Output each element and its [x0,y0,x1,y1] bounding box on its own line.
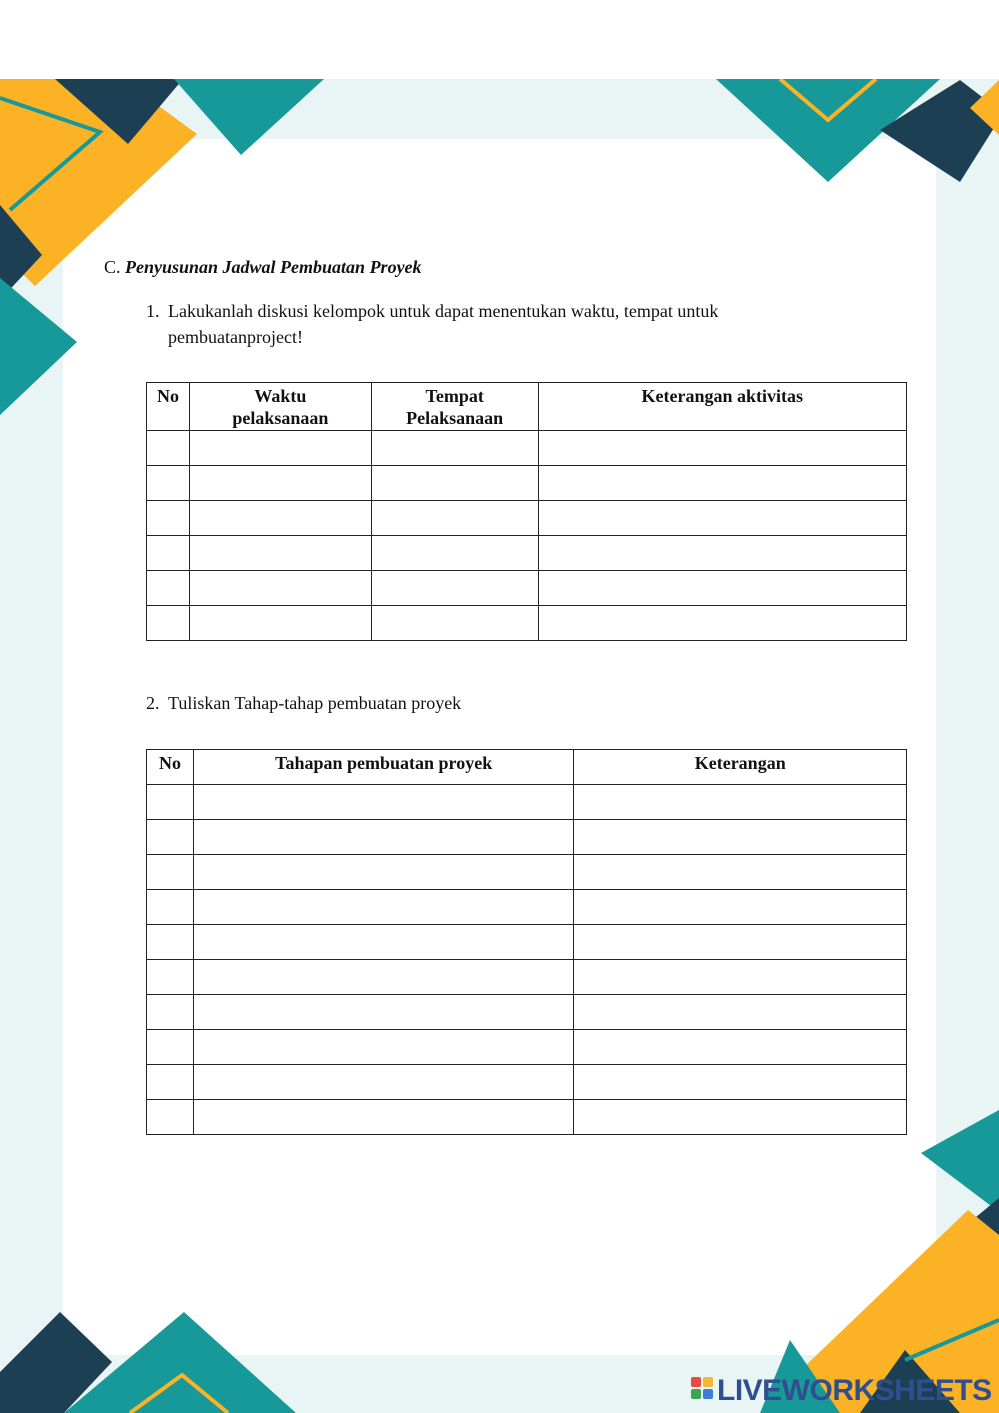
stages-table-row [147,890,907,925]
schedule-table-cell-tempat[interactable] [371,501,538,536]
stages-table-cell-keterangan[interactable] [574,1030,907,1065]
stages-table-cell-no[interactable] [147,1100,194,1135]
stages-table-row [147,1065,907,1100]
schedule-table-cell-no[interactable] [147,466,190,501]
header-tahapan: Tahapan pembuatan proyek [193,750,573,785]
stages-table-cell-keterangan[interactable] [574,820,907,855]
stages-table-cell-no[interactable] [147,1030,194,1065]
stages-table-row [147,1100,907,1135]
question-1-text [168,298,808,350]
schedule-table-cell-tempat[interactable] [371,571,538,606]
stages-table-cell-tahapan[interactable] [193,960,573,995]
question-1-line-1: Lakukanlah diskusi kelompok untuk dapat menentukan waktu, tempat untuk [168,301,719,321]
schedule-table-cell-tempat[interactable] [371,466,538,501]
stages-table-cell-no[interactable] [147,820,194,855]
schedule-table-cell-tempat[interactable] [371,431,538,466]
schedule-table-row [147,606,907,641]
stages-table-body [147,785,907,1135]
schedule-table [146,382,907,641]
stages-table-row [147,820,907,855]
header-no: No [147,383,190,431]
stages-table-cell-keterangan[interactable] [574,855,907,890]
header-tempat-line-2: Pelaksanaan [406,408,504,428]
header-tempat-line-1: Tempat [425,386,484,406]
header-keterangan: Keterangan [574,750,907,785]
stages-table-row [147,995,907,1030]
stages-table-row [147,785,907,820]
stages-table-cell-no[interactable] [147,785,194,820]
schedule-table-cell-no[interactable] [147,501,190,536]
stages-table-cell-keterangan[interactable] [574,995,907,1030]
stages-table-cell-tahapan[interactable] [193,1030,573,1065]
schedule-table-cell-waktu[interactable] [189,501,371,536]
stages-table-cell-tahapan[interactable] [193,890,573,925]
stages-table-cell-tahapan[interactable] [193,855,573,890]
stages-table-cell-keterangan[interactable] [574,960,907,995]
header-waktu-line-1: Waktu [254,386,307,406]
schedule-table-cell-keterangan[interactable] [538,571,906,606]
schedule-table-row [147,431,907,466]
section-title: Penyusunan Jadwal Pembuatan Proyek [125,257,422,277]
schedule-table-cell-tempat[interactable] [371,536,538,571]
question-1-line-2: pembuatanproject! [168,327,303,347]
schedule-table-cell-waktu[interactable] [189,431,371,466]
header-waktu [189,383,371,431]
stages-table-cell-tahapan[interactable] [193,820,573,855]
stages-table-cell-keterangan[interactable] [574,1100,907,1135]
stages-table-row [147,925,907,960]
schedule-table-row [147,501,907,536]
section-heading [104,257,422,278]
header-no: No [147,750,194,785]
stages-table-cell-no[interactable] [147,925,194,960]
schedule-table-cell-keterangan[interactable] [538,606,906,641]
stages-table-cell-tahapan[interactable] [193,925,573,960]
question-1-number: 1. [146,301,160,321]
stages-table [146,749,907,1135]
watermark-text: LIVEWORKSHEETS [717,1374,992,1407]
liveworksheets-logo-icon [691,1377,713,1399]
stages-table-cell-tahapan[interactable] [193,785,573,820]
section-letter: C. [104,257,121,277]
schedule-table-body [147,431,907,641]
schedule-table-cell-waktu[interactable] [189,571,371,606]
stages-table-cell-keterangan[interactable] [574,925,907,960]
schedule-table-row [147,571,907,606]
schedule-table-cell-waktu[interactable] [189,466,371,501]
stages-table-cell-no[interactable] [147,960,194,995]
question-2-text: Tuliskan Tahap-tahap pembuatan proyek [168,693,462,713]
liveworksheets-watermark [691,1374,992,1407]
schedule-table-row [147,466,907,501]
stages-table-cell-tahapan[interactable] [193,1065,573,1100]
header-keterangan-aktivitas: Keterangan aktivitas [538,383,906,431]
schedule-table-cell-keterangan[interactable] [538,501,906,536]
schedule-table-cell-keterangan[interactable] [538,536,906,571]
stages-table-header-row [147,750,907,785]
schedule-table-cell-waktu[interactable] [189,536,371,571]
stages-table-cell-keterangan[interactable] [574,785,907,820]
stages-table-cell-keterangan[interactable] [574,890,907,925]
stages-table-row [147,960,907,995]
question-2-number: 2. [146,693,160,713]
schedule-table-header-row [147,383,907,431]
schedule-table-cell-no[interactable] [147,431,190,466]
schedule-table-cell-waktu[interactable] [189,606,371,641]
stages-table-cell-no[interactable] [147,890,194,925]
schedule-table-cell-no[interactable] [147,536,190,571]
stages-table-row [147,1030,907,1065]
stages-table-cell-keterangan[interactable] [574,1065,907,1100]
stages-table-cell-tahapan[interactable] [193,1100,573,1135]
stages-table-cell-tahapan[interactable] [193,995,573,1030]
header-tempat [371,383,538,431]
header-waktu-line-2: pelaksanaan [232,408,329,428]
schedule-table-cell-keterangan[interactable] [538,431,906,466]
schedule-table-cell-tempat[interactable] [371,606,538,641]
stages-table-cell-no[interactable] [147,995,194,1030]
question-2 [146,690,846,716]
schedule-table-cell-no[interactable] [147,606,190,641]
stages-table-cell-no[interactable] [147,855,194,890]
schedule-table-cell-keterangan[interactable] [538,466,906,501]
schedule-table-row [147,536,907,571]
stages-table-row [147,855,907,890]
stages-table-cell-no[interactable] [147,1065,194,1100]
question-1 [146,298,846,352]
schedule-table-cell-no[interactable] [147,571,190,606]
